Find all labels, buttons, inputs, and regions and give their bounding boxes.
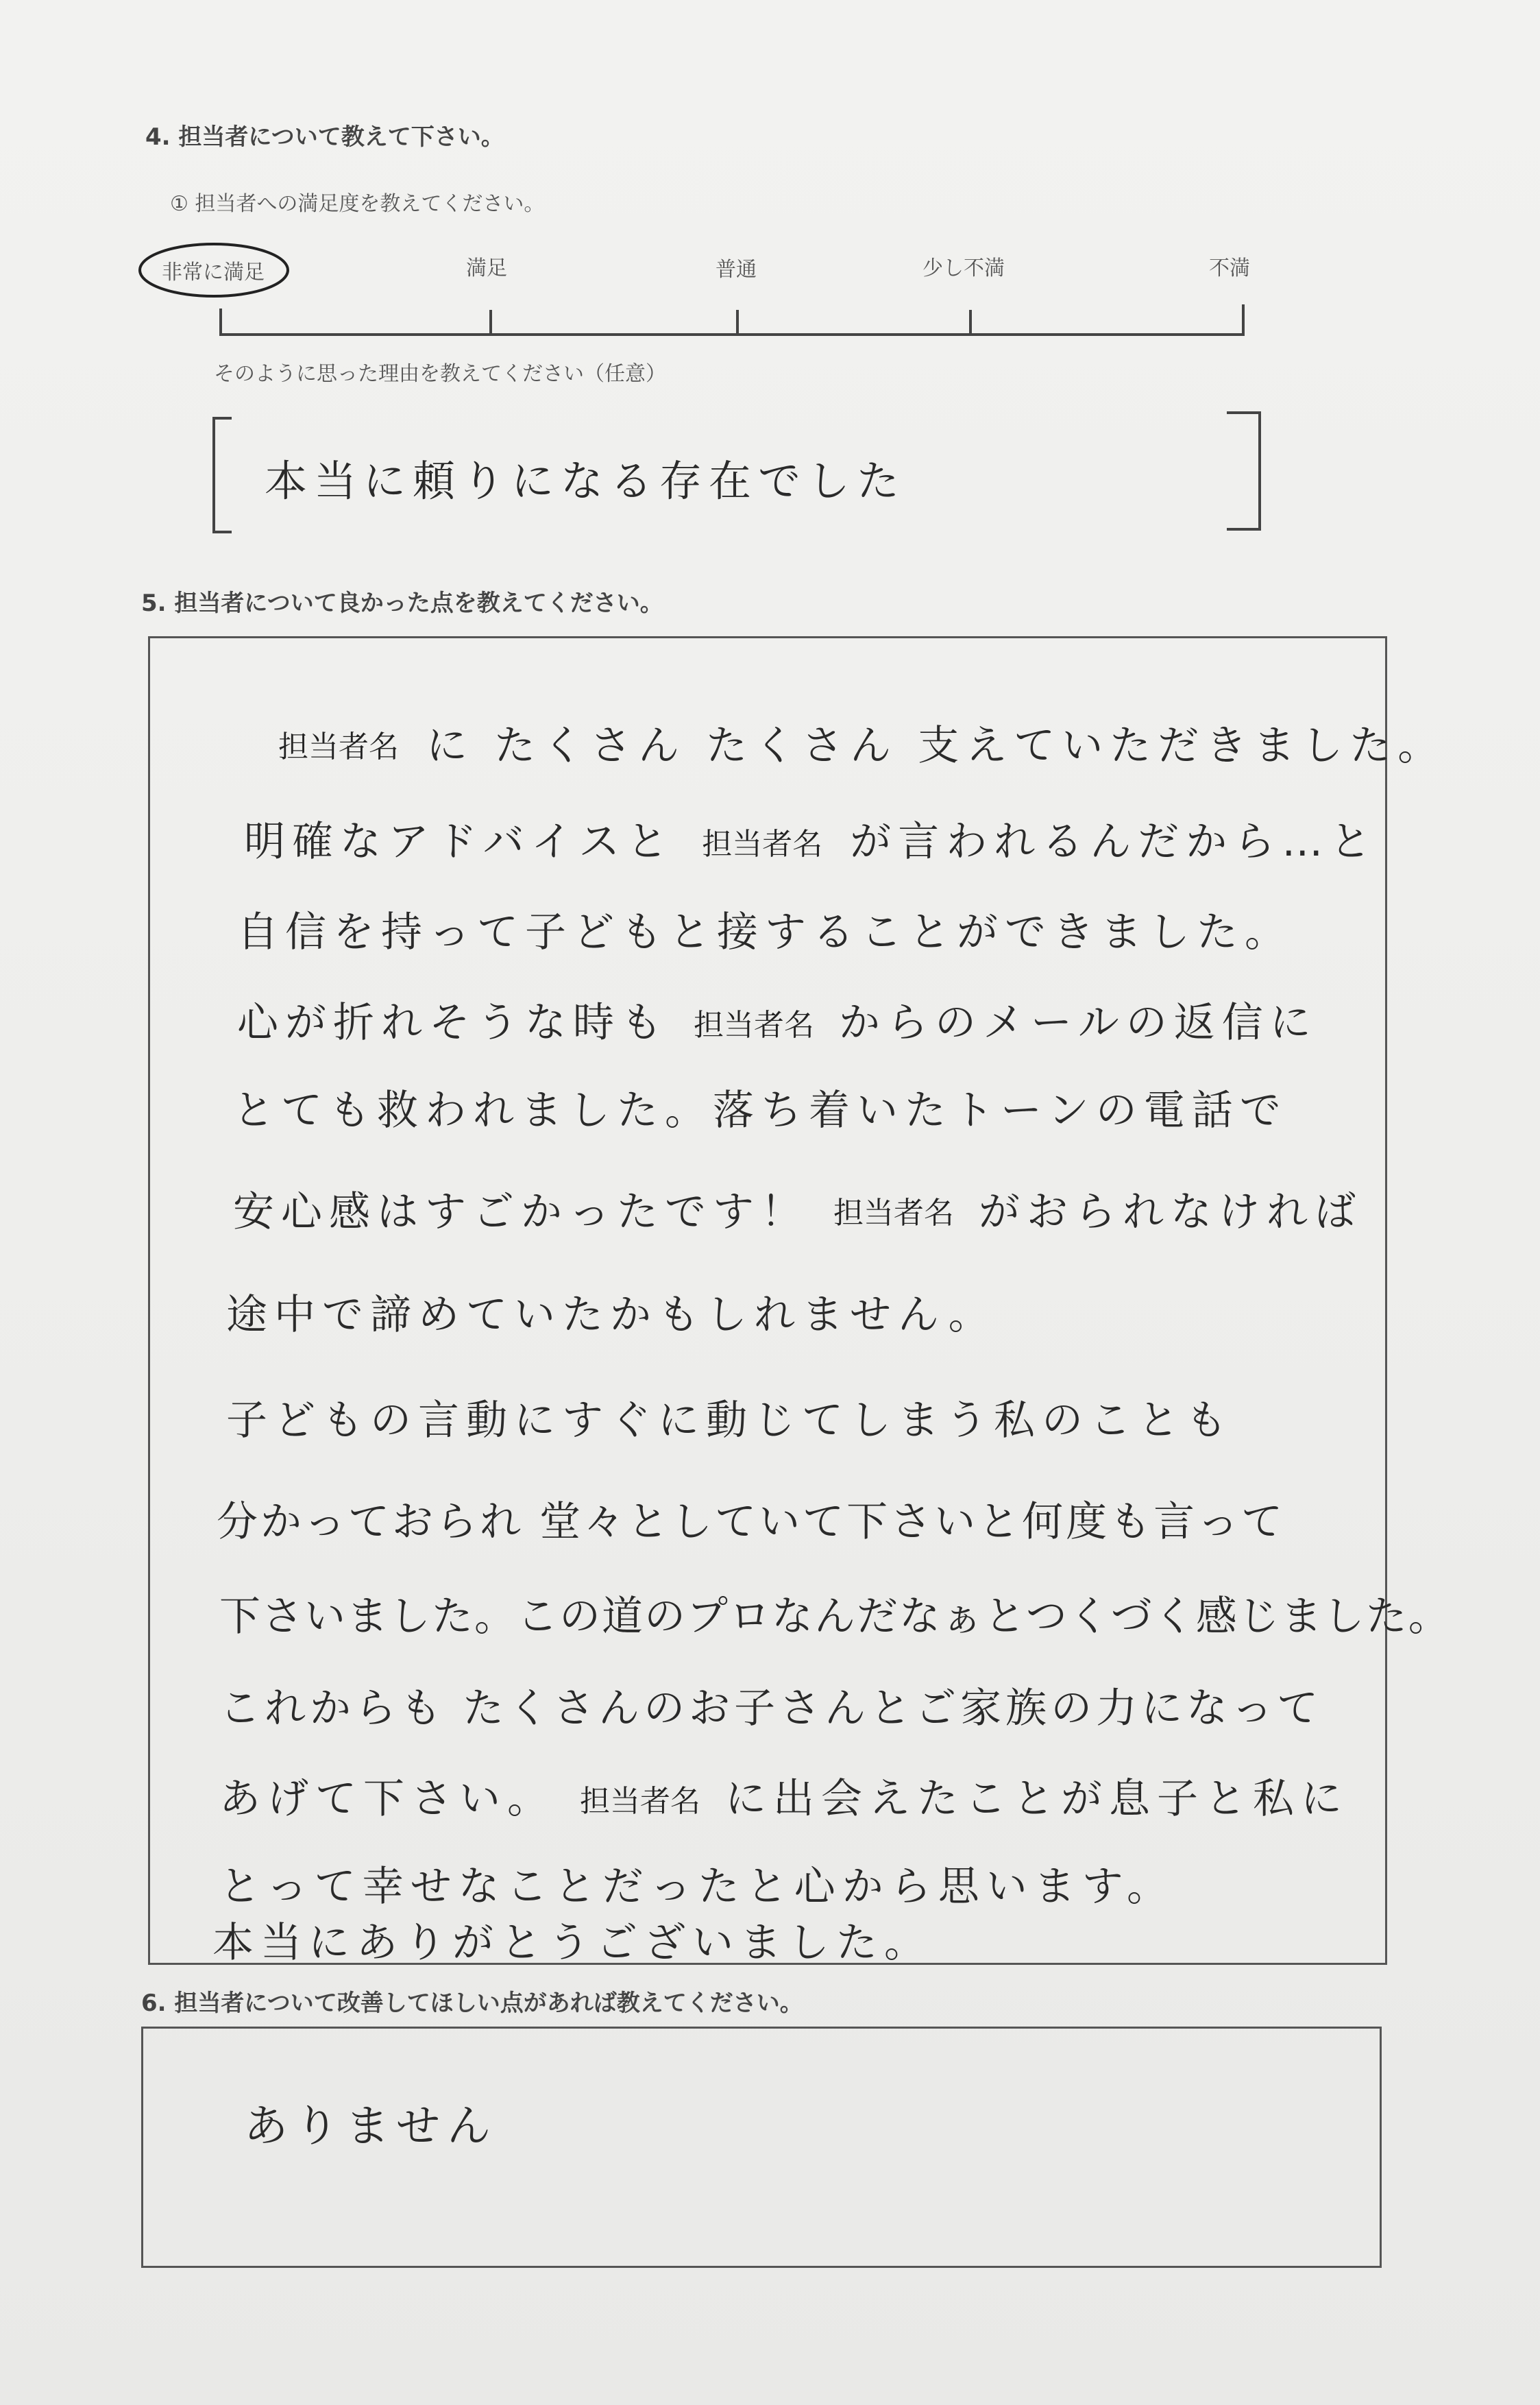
staff-name-placeholder: 担当者名 xyxy=(278,729,399,764)
answer-line: これからも たくさんのお子さんとご家族の力になって xyxy=(219,1684,1323,1732)
answer-line: とても救われました。落ち着いたトーンの電話で xyxy=(233,1087,1288,1135)
answer-line: 本当にありがとうございました。 xyxy=(212,1919,932,1967)
q6-title: 6. 担当者について改善してほしい点があれば教えてください。 xyxy=(141,1990,803,2017)
scale-option-dissatisfied[interactable]: 不満 xyxy=(1209,256,1250,280)
staff-name-placeholder: 担当者名 xyxy=(580,1784,700,1819)
q4-title: 4. 担当者について教えて下さい。 xyxy=(145,123,504,151)
staff-name-placeholder: 担当者名 xyxy=(702,827,823,862)
reason-bracket-right xyxy=(1227,413,1260,529)
scale-option-slightly-dissatisfied[interactable]: 少し不満 xyxy=(922,256,1005,280)
q5-title: 5. 担当者について良かった点を教えてください。 xyxy=(141,590,663,617)
answer-line: 明確なアドバイスと 担当者名 が言われるんだから…と xyxy=(244,818,1378,866)
answer-line: 分かっておられ 堂々としていて下さいと何度も言って xyxy=(217,1498,1286,1546)
answer-line: 子どもの言動にすぐに動じてしまう私のことも xyxy=(226,1397,1234,1445)
answer-line: 安心感はすごかったです！ 担当者名 がおられなければ xyxy=(233,1188,1362,1236)
staff-name-placeholder: 担当者名 xyxy=(833,1196,954,1231)
staff-name-placeholder: 担当者名 xyxy=(694,1008,814,1043)
reason-prompt: そのように思った理由を教えてください（任意） xyxy=(214,362,666,386)
answer-line: 途中で諦めていたかもしれません。 xyxy=(226,1291,997,1339)
answer-line: 担当者名 に たくさん たくさん 支えていただきました。 xyxy=(278,722,1446,770)
selection-circle xyxy=(140,244,288,296)
answer-line: とって幸せなことだったと心から思います。 xyxy=(219,1863,1175,1911)
reason-bracket-left xyxy=(214,418,232,532)
scale-option-very-satisfied[interactable]: 非常に満足 xyxy=(162,261,265,285)
scale-option-neutral[interactable]: 普通 xyxy=(716,258,757,282)
q4-subquestion: ① 担当者への満足度を教えてください。 xyxy=(170,192,545,216)
answer-line: 下さいました。この道のプロなんだなぁとつくづく感じました。 xyxy=(219,1593,1451,1641)
scale-option-satisfied[interactable]: 満足 xyxy=(466,256,507,280)
answer-line: 自信を持って子どもと接することができました。 xyxy=(237,908,1293,956)
answer-line: あげて下さい。 担当者名 に出会えたことが息子と私に xyxy=(219,1775,1349,1823)
reason-answer: 本当に頼りになる存在でした xyxy=(265,456,907,506)
answer-line: 心が折れそうな時も 担当者名 からのメールの返信に xyxy=(237,999,1318,1047)
q6-answer: ありません xyxy=(244,2101,498,2152)
